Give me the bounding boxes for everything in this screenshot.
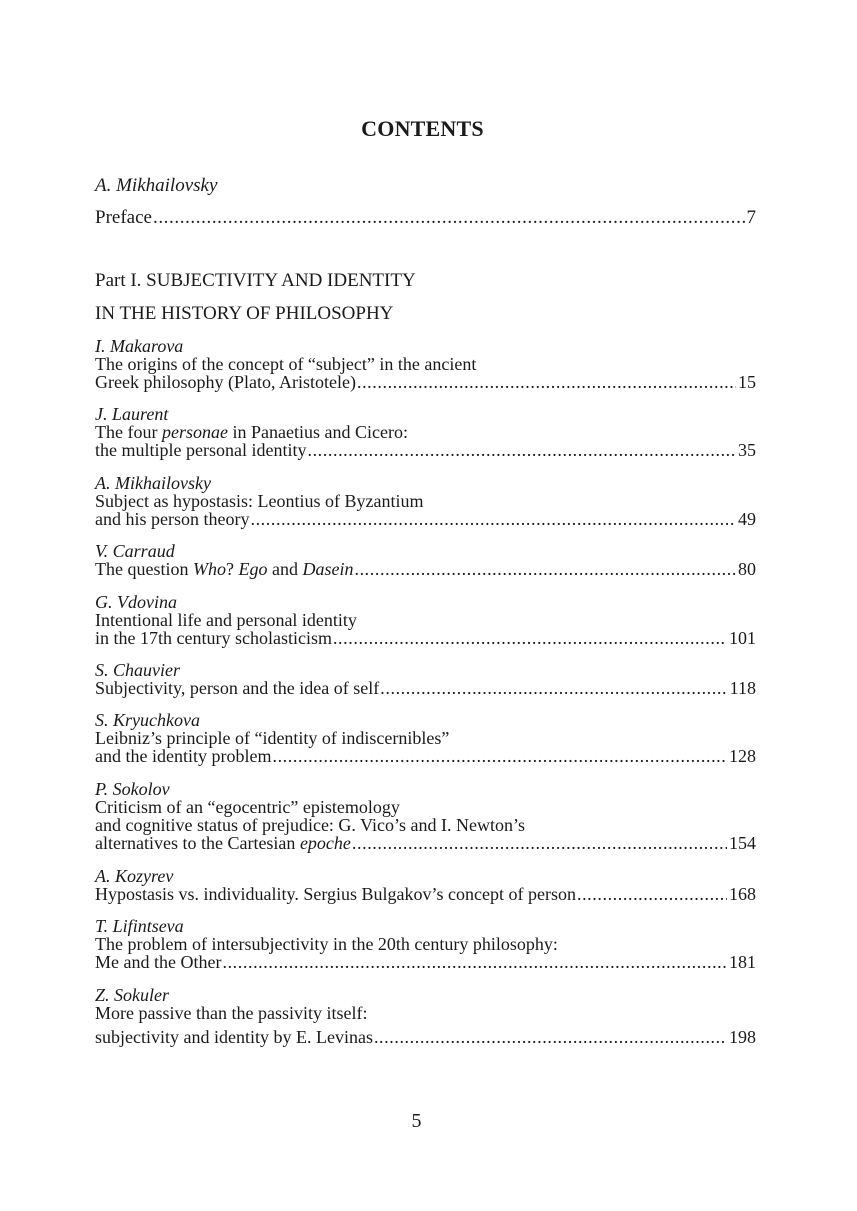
toc-entry-line [95, 885, 756, 903]
title-part: The question [95, 559, 193, 579]
toc-entry-title: The origins of the concept of “subject” in the ancient [95, 354, 477, 374]
title-part: and [267, 559, 303, 579]
toc-author: A. Mikhailovsky [95, 473, 211, 493]
leader-dots [374, 1028, 727, 1046]
toc-entry[interactable] [95, 867, 756, 903]
toc-entry[interactable] [95, 780, 756, 852]
toc-page-number: 118 [729, 678, 756, 698]
leader-dots [577, 885, 727, 903]
toc-entry-line [95, 679, 756, 697]
toc-entry-line [95, 747, 756, 765]
leader-dots [250, 510, 736, 528]
toc-entry-title: Leibniz’s principle of “identity of indiscernibles” [95, 728, 450, 748]
part-heading-line1: Part I. SUBJECTIVITY AND IDENTITY [95, 270, 416, 291]
leader-dots [352, 834, 727, 852]
toc-entry[interactable] [95, 986, 756, 1046]
title-part: ? [225, 559, 239, 579]
part-heading-line2: IN THE HISTORY OF PHILOSOPHY [95, 303, 394, 324]
page-title: CONTENTS [361, 116, 484, 141]
toc-entry[interactable] [95, 661, 756, 697]
toc-entry-line [95, 834, 756, 852]
toc-page-number: 168 [729, 884, 756, 904]
title-part: The four [95, 422, 162, 442]
toc-entry-title [95, 834, 351, 852]
toc-author: Z. Sokuler [95, 985, 169, 1005]
toc-entry-preface[interactable] [95, 208, 756, 228]
toc-entry-title: Greek philosophy (Plato, Aristotele) [95, 372, 356, 392]
toc-author: A. Mikhailovsky [95, 175, 218, 196]
leader-dots [333, 629, 727, 647]
title-part-italic: epoche [299, 833, 351, 853]
toc-entry-title: the multiple personal identity [95, 440, 307, 460]
leader-dots [222, 953, 727, 971]
toc-page-number: 154 [729, 833, 756, 853]
toc-entry-title: Subjectivity, person and the idea of self [95, 678, 380, 698]
toc-entry-title: and his person theory [95, 509, 250, 529]
toc-entry-title: More passive than the passivity itself: [95, 1003, 368, 1023]
toc-page-number: 101 [729, 628, 756, 648]
leader-dots [357, 373, 736, 391]
page-number: 5 [411, 1110, 422, 1132]
toc-entry[interactable] [95, 405, 756, 459]
toc-entry-title: Me and the Other [95, 952, 222, 972]
toc-entry-title [95, 423, 756, 441]
leader-dots [272, 747, 727, 765]
toc-entry-title: Intentional life and personal identity [95, 610, 357, 630]
leader-dots [307, 441, 736, 459]
toc-author: S. Chauvier [95, 660, 180, 680]
toc-entry-title: The problem of intersubjectivity in the 20th century philosophy: [95, 934, 558, 954]
title-part: in Panaetius and Cicero: [227, 422, 408, 442]
toc-page-number: 128 [729, 746, 756, 766]
title-part-italic: Ego [238, 559, 268, 579]
toc-entry-line [95, 373, 756, 391]
toc-entry-line [95, 953, 756, 971]
toc-page-number: 80 [738, 559, 756, 579]
toc-entry-title: in the 17th century scholasticism [95, 628, 332, 648]
toc-author: A. Kozyrev [95, 866, 174, 886]
toc-entry-title: and cognitive status of prejudice: G. Vico’s and I. Newton’s [95, 815, 525, 835]
toc-author: T. Lifintseva [95, 916, 184, 936]
toc-entry[interactable] [95, 542, 756, 578]
toc-entry-line [95, 510, 756, 528]
toc-entry[interactable] [95, 711, 756, 765]
toc-author: S. Kryuchkova [95, 710, 200, 730]
toc-entry[interactable] [95, 593, 756, 647]
title-part-italic: Dasein [302, 559, 354, 579]
toc-entry-title: Subject as hypostasis: Leontius of Byzantium [95, 491, 424, 511]
toc-entry-title: Preface [95, 207, 152, 228]
toc-entry-title: Criticism of an “egocentric” epistemology [95, 797, 400, 817]
toc-entry-line [95, 629, 756, 647]
toc-page-number: 35 [738, 440, 756, 460]
leader-dots [153, 208, 745, 228]
toc-page-number: 7 [746, 207, 756, 228]
toc-entry[interactable] [95, 917, 756, 971]
title-part-italic: personae [161, 422, 228, 442]
toc-author: P. Sokolov [95, 779, 170, 799]
title-part: alternatives to the Cartesian [95, 833, 300, 853]
toc-entry[interactable] [95, 337, 756, 391]
toc-author: V. Carraud [95, 541, 175, 561]
title-part-italic: Who [192, 559, 226, 579]
toc-entry-title: Hypostasis vs. individuality. Sergius Bulgakov’s concept of person [95, 884, 576, 904]
toc-entry-title [95, 560, 353, 578]
leader-dots [354, 560, 736, 578]
leader-dots [380, 679, 727, 697]
toc-page-number: 181 [729, 952, 756, 972]
toc-entry-line [95, 441, 756, 459]
toc-page-number: 49 [738, 509, 756, 529]
toc-entry-title: and the identity problem [95, 746, 272, 766]
toc-author: G. Vdovina [95, 592, 177, 612]
toc-page-number: 15 [738, 372, 756, 392]
toc-entry-line [95, 560, 756, 578]
toc-entry-title: subjectivity and identity by E. Levinas [95, 1027, 373, 1047]
toc-author: I. Makarova [95, 336, 184, 356]
toc-entry-line [95, 1028, 756, 1046]
toc-entry[interactable] [95, 474, 756, 528]
toc-author: J. Laurent [95, 404, 169, 424]
toc-page-number: 198 [729, 1027, 756, 1047]
